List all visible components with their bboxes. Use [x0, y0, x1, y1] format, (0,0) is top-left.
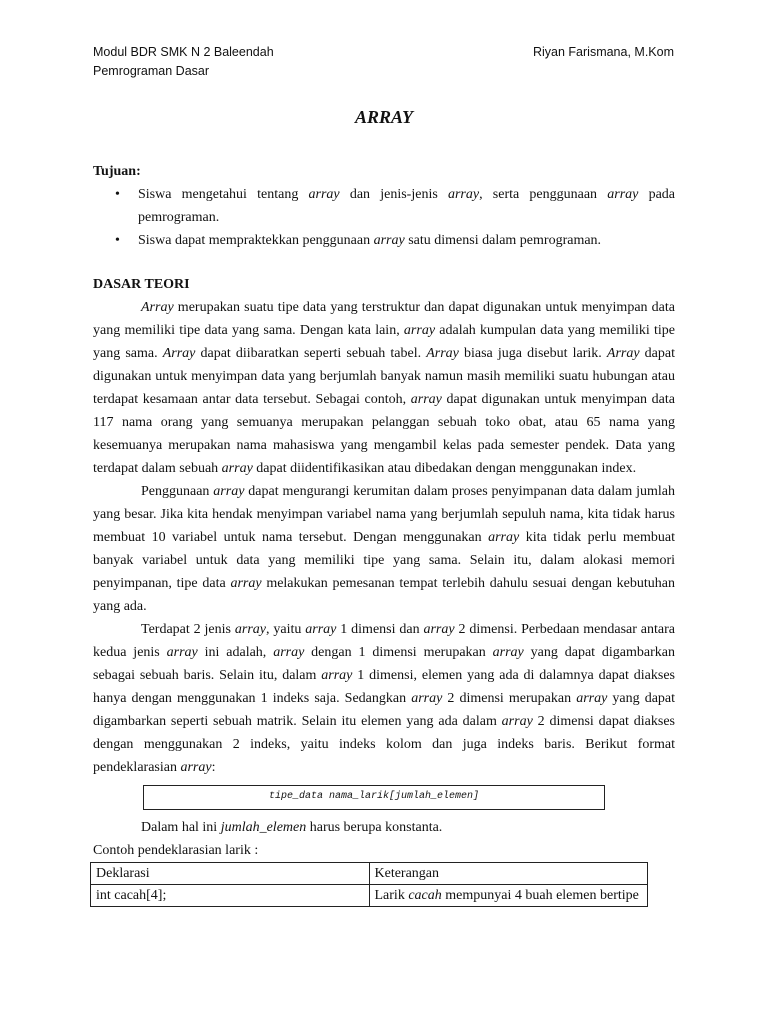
- italic-term: array: [607, 187, 639, 202]
- page-title: ARRAY: [354, 107, 414, 127]
- text-run: harus berupa konstanta.: [306, 820, 443, 835]
- text-run: dengan 1 dimensi merupakan: [304, 645, 493, 660]
- italic-term: Array: [606, 346, 640, 361]
- tujuan-heading: Tujuan:: [93, 164, 141, 179]
- bullet-icon: •: [115, 233, 120, 248]
- author-name: Riyan Farismana, M.Kom: [532, 45, 674, 59]
- text-run: ini adalah,: [197, 645, 274, 660]
- italic-term: array: [234, 622, 266, 637]
- course-title: Pemrograman Dasar: [93, 64, 210, 78]
- text-run: melakukan pemesanan tempat terlebih dahulu sesuai dengan kebutuhan yang ada.: [93, 576, 675, 614]
- paragraph: [93, 816, 675, 839]
- italic-term: array: [273, 645, 305, 660]
- document-body: [93, 160, 675, 907]
- italic-term: array: [230, 576, 262, 591]
- table-cell: int cacah[4];: [91, 885, 370, 907]
- goals-list: [93, 183, 675, 252]
- text-run: dapat diibaratkan seperti sebuah tabel.: [195, 346, 427, 361]
- text-run: dapat digunakan untuk menyimpan data yang berjumlah banyak namun masih memiliki suatu hubungan atau terdapat kesamaan antar data tersebut. Sebagai contoh,: [93, 346, 676, 407]
- text-run: Larik: [374, 888, 409, 903]
- paragraph: [93, 296, 675, 480]
- text-run: dapat digunakan untuk menyimpan data 117 nama orang yang semuanya merupakan pelanggan sebuah toko obat, atau 65 nama yang kesemuanya merupakan nama mahasiswa yang mengambil kelas pada semester pendek. Data yang terdapat dalam sebuah: [93, 392, 675, 476]
- italic-term: array: [321, 668, 353, 683]
- italic-term: array: [221, 461, 253, 476]
- table-header-row: [91, 863, 648, 885]
- italic-term: array: [410, 392, 442, 407]
- text-run: Siswa mengetahui tentang: [138, 187, 309, 202]
- page-header-left: [93, 43, 274, 81]
- dasar-teori-heading: DASAR TEORI: [93, 277, 190, 292]
- italic-term: array: [308, 187, 340, 202]
- bullet-icon: •: [115, 187, 120, 202]
- text-run: dan jenis-jenis: [339, 187, 448, 202]
- italic-term: array: [373, 233, 405, 248]
- declaration-table: [90, 862, 648, 907]
- text-run: dapat mengurangi kerumitan dalam proses penyimpanan data dalam jumlah yang besar. Jika kita hendak menyimpan variabel nama yang berjumlah sepuluh nama, kita tidak harus membuat 10 variabel untuk nama tersebut. Dengan menggunakan: [93, 484, 675, 545]
- text-run: 2 dimensi dapat diakses dengan menggunakan 2 indeks, yaitu indeks kolom dan juga indeks baris. Berikut format pendeklarasian: [93, 714, 675, 775]
- italic-term: array: [166, 645, 198, 660]
- italic-term: array: [447, 187, 480, 202]
- text-run: kita tidak perlu membuat banyak variabel untuk data yang memiliki tipe yang sama. Selain itu, dalam alokasi memori penyimpanan, tipe data: [93, 530, 675, 591]
- text-run: :: [211, 760, 216, 775]
- paragraph: [93, 618, 675, 779]
- goal-item: [93, 183, 675, 229]
- goal-item: [93, 229, 675, 252]
- italic-term: Array: [162, 346, 196, 361]
- italic-term: array: [501, 714, 533, 729]
- paragraph: [93, 480, 675, 618]
- text-run: yang dapat digambarkan sebagai sebuah baris. Selain itu, dalam: [93, 645, 676, 683]
- table-row: [91, 885, 648, 907]
- italic-term: Array: [426, 346, 459, 361]
- italic-term: Array: [141, 300, 174, 315]
- code-format-box: tipe_data nama_larik[jumlah_elemen]: [143, 785, 605, 810]
- text-run: Penggunaan: [141, 484, 214, 499]
- text-run: 2 dimensi merupakan: [442, 691, 577, 706]
- text-run: dapat diidentifikasikan atau dibedakan dengan menggunakan index.: [252, 461, 637, 476]
- text-run: , yaitu: [266, 622, 306, 637]
- text-run: 1 dimensi dan: [336, 622, 424, 637]
- text-run: 2 dimensi. Perbedaan mendasar antara kedua jenis: [93, 622, 675, 660]
- italic-term: array: [180, 760, 212, 775]
- text-run: mempunyai 4 buah elemen bertipe: [441, 888, 639, 903]
- table-cell: [369, 885, 648, 907]
- table-header-cell: Deklarasi: [91, 863, 370, 885]
- italic-term: array: [411, 691, 443, 706]
- text-run: biasa juga disebut larik.: [458, 346, 607, 361]
- module-title: Modul BDR SMK N 2 Baleendah: [93, 45, 274, 59]
- table-header-cell: Keterangan: [369, 863, 648, 885]
- paragraph: Contoh pendeklarasian larik :: [93, 843, 259, 858]
- text-run: pada pemrograman.: [138, 187, 675, 225]
- text-run: yang dapat digambarkan seperti sebuah matrik. Selain itu elemen yang ada dalam: [93, 691, 676, 729]
- text-run: Siswa dapat mempraktekkan penggunaan: [138, 233, 374, 248]
- text-run: Dalam hal ini: [141, 820, 221, 835]
- text-run: satu dimensi dalam pemrograman.: [404, 233, 602, 248]
- italic-term: jumlah_elemen: [220, 820, 307, 835]
- italic-term: array: [492, 645, 524, 660]
- text-run: Terdapat 2 jenis: [141, 622, 235, 637]
- italic-term: cacah: [408, 888, 442, 903]
- italic-term: array: [488, 530, 520, 545]
- text-run: merupakan suatu tipe data yang terstruktur dan dapat digunakan untuk menyimpan data yang memiliki tipe data yang sama. Dengan kata lain,: [93, 300, 675, 338]
- italic-term: array: [576, 691, 608, 706]
- text-run: adalah kumpulan data yang memiliki tipe yang sama.: [93, 323, 675, 361]
- italic-term: array: [213, 484, 245, 499]
- italic-term: array: [423, 622, 455, 637]
- italic-term: array: [305, 622, 337, 637]
- text-run: , serta penggunaan: [479, 187, 608, 202]
- text-run: 1 dimensi, elemen yang ada di dalamnya dapat diakses hanya dengan menggunakan 1 indeks saja. Sedangkan: [93, 668, 675, 706]
- italic-term: array: [403, 323, 436, 338]
